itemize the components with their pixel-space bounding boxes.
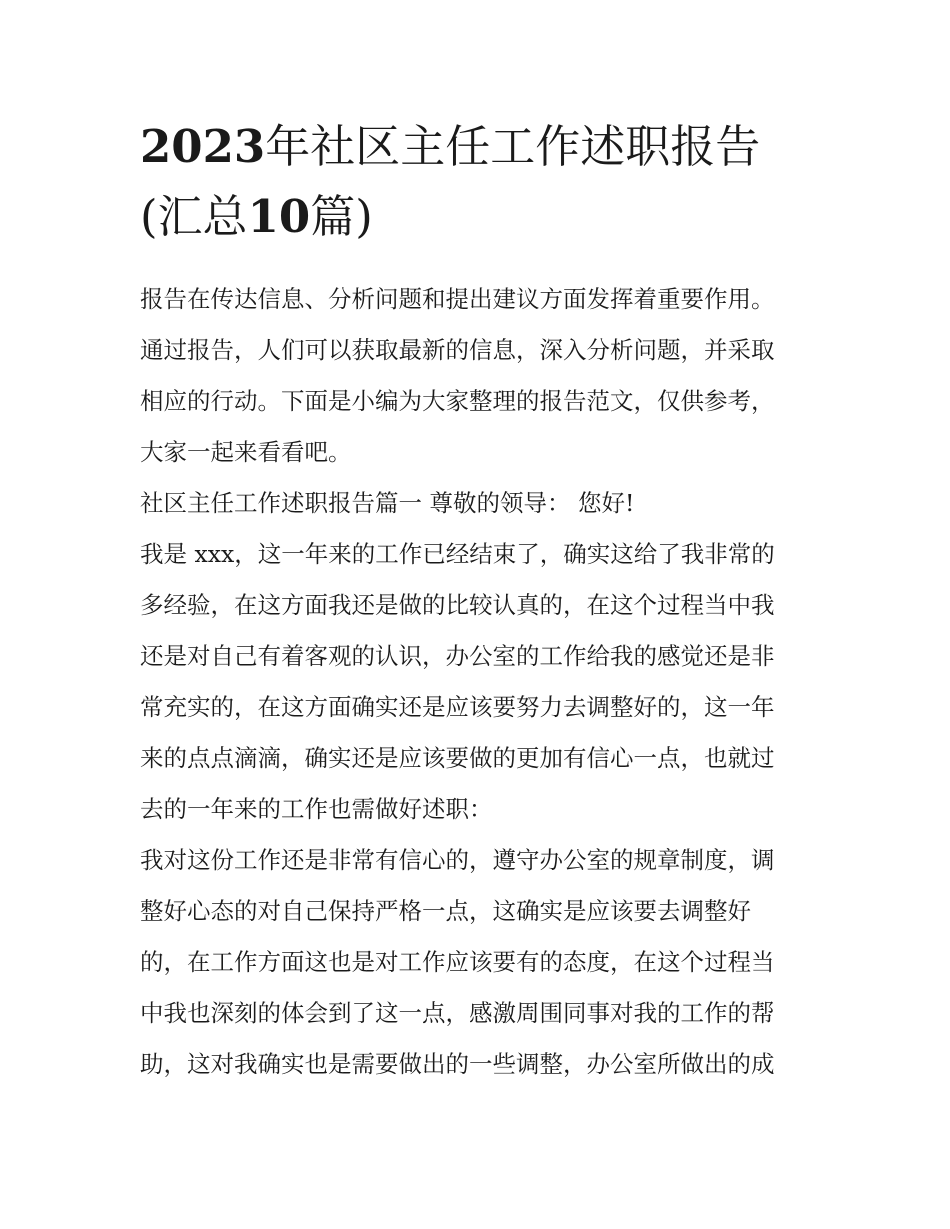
title-open: (汇总 — [140, 190, 248, 243]
title-close: 篇) — [310, 190, 373, 243]
document-body — [140, 274, 815, 1090]
text-line: 相应的行动。下面是小编为大家整理的报告范文，仅供参考， — [140, 387, 775, 415]
text-line: 我对这份工作还是非常有信心的，遵守办公室的规章制度，调 — [140, 846, 775, 874]
text-line: 的，在工作方面这也是对工作应该要有的态度，在这个过程当 — [140, 948, 775, 976]
text-line: 常充实的，在这方面确实还是应该要努力去调整好的，这一年 — [140, 693, 775, 721]
title-line-1 — [140, 112, 815, 182]
text-line: 还是对自己有着客观的认识，办公室的工作给我的感觉还是非 — [140, 642, 775, 670]
document-title — [140, 112, 815, 252]
paragraph-body-1 — [140, 529, 815, 835]
text-line: 报告在传达信息、分析问题和提出建议方面发挥着重要作用。 — [140, 285, 775, 313]
text-line: 通过报告，人们可以获取最新的信息，深入分析问题，并采取 — [140, 336, 775, 364]
text-line: 我是 xxx，这一年来的工作已经结束了，确实这给了我非常的 — [140, 540, 775, 568]
section-heading: 社区主任工作述职报告篇一 尊敬的领导： 您好! — [140, 489, 635, 517]
text-line: 来的点点滴滴，确实还是应该要做的更加有信心一点，也就过 — [140, 744, 775, 772]
paragraph-intro — [140, 274, 815, 478]
text-line: 去的一年来的工作也需做好述职： — [140, 795, 493, 823]
title-count: 10 — [247, 190, 311, 243]
title-text: 年社区主任工作述职报告 — [265, 120, 761, 173]
paragraph-heading — [140, 478, 815, 529]
title-line-2 — [140, 182, 815, 252]
text-line: 多经验，在这方面我还是做的比较认真的，在这个过程当中我 — [140, 591, 775, 619]
paragraph-body-2 — [140, 835, 815, 1090]
title-year: 2023 — [140, 120, 266, 173]
text-line: 整好心态的对自己保持严格一点，这确实是应该要去调整好 — [140, 897, 751, 925]
document-page — [140, 112, 815, 1090]
text-line: 助，这对我确实也是需要做出的一些调整，办公室所做出的成 — [140, 1050, 775, 1078]
text-line: 大家一起来看看吧。 — [140, 438, 352, 466]
text-line: 中我也深刻的体会到了这一点，感激周围同事对我的工作的帮 — [140, 999, 775, 1027]
